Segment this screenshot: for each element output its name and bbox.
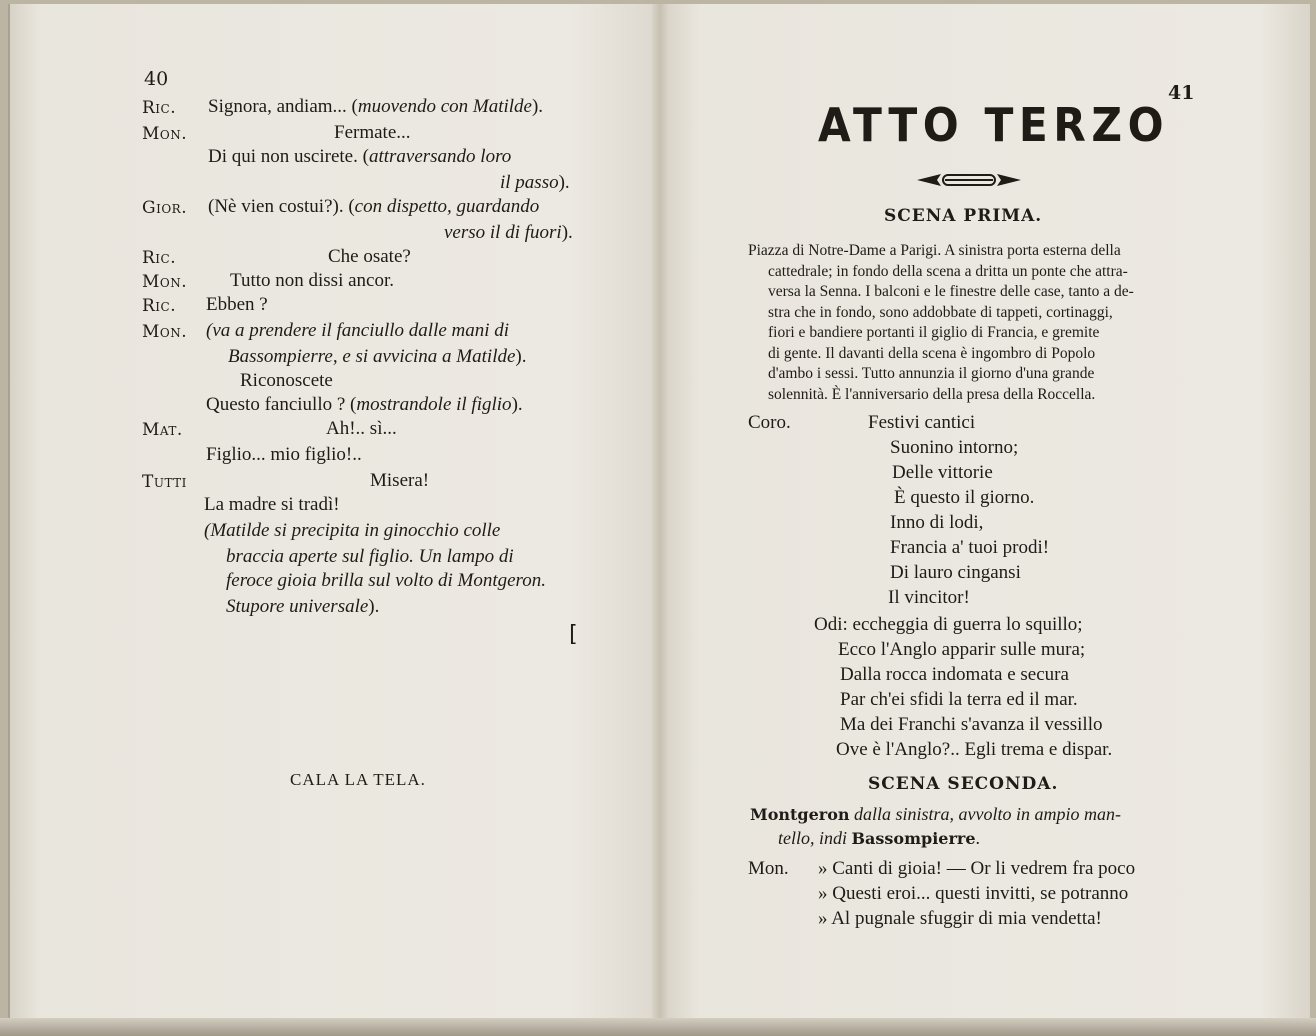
verse-line bbox=[226, 596, 379, 618]
verse-line bbox=[240, 370, 333, 392]
verse-segment: Ebben ? bbox=[206, 294, 268, 315]
verse-line bbox=[226, 570, 546, 592]
scene1-title: SCENA PRIMA. bbox=[884, 206, 1043, 226]
verse-segment: Tutto non dissi ancor. bbox=[230, 270, 394, 291]
verse-line: Odi: eccheggia di guerra lo squillo; bbox=[814, 614, 1083, 635]
speaker-label: Tutti bbox=[142, 472, 187, 492]
scene2-desc-line2 bbox=[778, 828, 980, 849]
speaker-label: Mat. bbox=[142, 420, 183, 440]
speaker-label: Gior. bbox=[142, 198, 188, 218]
act-title: ATTO TERZO bbox=[818, 98, 1170, 152]
speaker-label: Ric. bbox=[142, 296, 177, 316]
description-line: solennità. È l'anniversario della presa della Roccella. bbox=[768, 385, 1096, 403]
verse-segment: Signora, andiam... ( bbox=[208, 96, 358, 117]
verse-line: Francia a' tuoi prodi! bbox=[890, 537, 1050, 558]
verse-segment: ). bbox=[511, 394, 523, 415]
verse-segment: Ah!.. sì... bbox=[326, 418, 397, 439]
scene2-desc-line1 bbox=[750, 804, 1121, 825]
verse-line bbox=[208, 196, 539, 218]
description-line: Piazza di Notre-Dame a Parigi. A sinistra porta esterna della bbox=[748, 242, 1121, 259]
verse-line: » Canti di gioia! — Or li vedrem fra poco bbox=[818, 858, 1136, 879]
verse-segment: Bassompierre, e si avvicina a Matilde bbox=[228, 346, 516, 367]
verse-segment: Riconoscete bbox=[240, 370, 333, 391]
verse-line bbox=[500, 172, 570, 194]
verse-line bbox=[226, 546, 514, 568]
verse-line bbox=[206, 294, 268, 316]
verse-segment: ). bbox=[515, 346, 527, 367]
verse-segment: il passo bbox=[500, 172, 559, 193]
verse-line: Il vincitor! bbox=[888, 587, 970, 608]
verse-segment: Questo fanciullo ? ( bbox=[206, 394, 357, 415]
book-gutter bbox=[652, 4, 668, 1026]
speaker-label: Ric. bbox=[142, 248, 177, 268]
verse-segment: Che osate? bbox=[328, 246, 411, 267]
verse-line: Ecco l'Anglo apparir sulle mura; bbox=[838, 639, 1086, 660]
description-line: di gente. Il davanti della scena è ingombro di Popolo bbox=[768, 344, 1096, 362]
scene2-desc-end: . bbox=[975, 828, 980, 848]
verse-line bbox=[326, 418, 397, 440]
verse-line: Delle vittorie bbox=[892, 462, 993, 483]
verse-segment: mostrandole il figlio bbox=[356, 394, 512, 415]
verse-segment: ). bbox=[368, 596, 380, 617]
verse-line: È questo il giorno. bbox=[894, 487, 1035, 508]
verse-segment: (va a prendere il fanciullo dalle mani di bbox=[206, 320, 510, 341]
verse-line: Festivi cantici bbox=[868, 412, 976, 433]
speaker-label: Mon. bbox=[142, 272, 188, 292]
scene2-desc-text1: dalla sinistra, avvolto in ampio man- bbox=[849, 804, 1122, 824]
page-number-left: 40 bbox=[144, 68, 169, 90]
scene2-title: SCENA SECONDA. bbox=[868, 774, 1059, 794]
verse-line bbox=[228, 346, 526, 368]
verse-segment: Figlio... mio figlio!.. bbox=[206, 444, 362, 465]
verse-segment: La madre si tradì! bbox=[204, 494, 340, 515]
speaker-mon: Mon. bbox=[748, 858, 789, 879]
verse-segment: (Nè vien costui?). ( bbox=[208, 196, 355, 217]
verse-line: » Questi eroi... questi invitti, se potranno bbox=[818, 883, 1129, 904]
verse-segment: ). bbox=[531, 96, 544, 117]
verse-line bbox=[370, 470, 429, 492]
verse-line bbox=[444, 222, 573, 244]
name-montgeron: Montgeron bbox=[750, 805, 850, 824]
verse-line bbox=[328, 246, 411, 268]
verse-segment: attraversando loro bbox=[368, 146, 512, 167]
description-line: d'ambo i sessi. Tutto annunzia il giorno d'una grande bbox=[768, 365, 1095, 382]
description-line: stra che in fondo, sono addobbate di tappeti, cortinaggi, bbox=[768, 303, 1113, 321]
verse-line: Ma dei Franchi s'avanza il vessillo bbox=[840, 714, 1103, 735]
verse-segment: feroce gioia brilla sul volto di Montgeron. bbox=[226, 570, 546, 591]
speaker-coro: Coro. bbox=[748, 412, 791, 433]
verse-line bbox=[208, 146, 511, 168]
verse-line bbox=[334, 122, 411, 144]
verse-segment: Di qui non uscirete. ( bbox=[208, 146, 369, 167]
description-line: versa la Senna. I balconi e le finestre delle case, tanto a de- bbox=[768, 283, 1134, 300]
verse-line: » Al pugnale sfuggir di mia vendetta! bbox=[818, 908, 1102, 929]
verse-segment: con dispetto, guardando bbox=[354, 196, 540, 217]
verse-segment: ). bbox=[558, 172, 570, 193]
verse-segment: (Matilde si precipita in ginocchio colle bbox=[204, 520, 501, 541]
verse-segment: muovendo con Matilde bbox=[357, 96, 532, 117]
verse-segment: verso il di fuori bbox=[444, 222, 562, 243]
verse-segment: braccia aperte sul figlio. Un lampo di bbox=[226, 546, 514, 567]
verse-line bbox=[206, 394, 523, 416]
page-number-right: 41 bbox=[1168, 82, 1195, 104]
scene2-desc-text2: tello, indi bbox=[778, 828, 852, 848]
ornament-icon bbox=[915, 170, 1023, 190]
verse-segment: Fermate... bbox=[334, 122, 411, 143]
verse-line: Par ch'ei sfidi la terra ed il mar. bbox=[840, 689, 1078, 710]
verse-line bbox=[206, 444, 362, 466]
verse-line bbox=[230, 270, 394, 292]
speaker-label: Mon. bbox=[142, 322, 188, 342]
description-line: fiori e bandiere portanti il giglio di Francia, e gremite bbox=[768, 324, 1100, 341]
verse-line: Di lauro cingansi bbox=[890, 562, 1021, 583]
bracket-mark: [ bbox=[566, 622, 580, 647]
name-bassompierre: Bassompierre bbox=[851, 829, 976, 848]
verse-line bbox=[204, 520, 500, 542]
verse-line: Dalla rocca indomata e secura bbox=[840, 664, 1069, 685]
verse-line bbox=[206, 320, 509, 342]
verse-segment: ). bbox=[561, 222, 573, 243]
speaker-label: Mon. bbox=[142, 124, 188, 144]
verse-line: Suonino intorno; bbox=[890, 437, 1019, 458]
description-line: cattedrale; in fondo della scena a dritta un ponte che attra- bbox=[768, 262, 1128, 280]
cala-la-tela: CALA LA TELA. bbox=[290, 770, 426, 789]
verse-segment: Stupore universale bbox=[226, 596, 369, 617]
verse-line bbox=[204, 494, 340, 516]
verse-line: Inno di lodi, bbox=[890, 512, 984, 533]
page-edge bbox=[0, 1018, 1316, 1036]
speaker-label: Ric. bbox=[142, 98, 177, 118]
verse-line bbox=[208, 96, 543, 118]
verse-segment: Misera! bbox=[370, 470, 430, 491]
verse-line: Ove è l'Anglo?.. Egli trema e dispar. bbox=[836, 739, 1113, 760]
